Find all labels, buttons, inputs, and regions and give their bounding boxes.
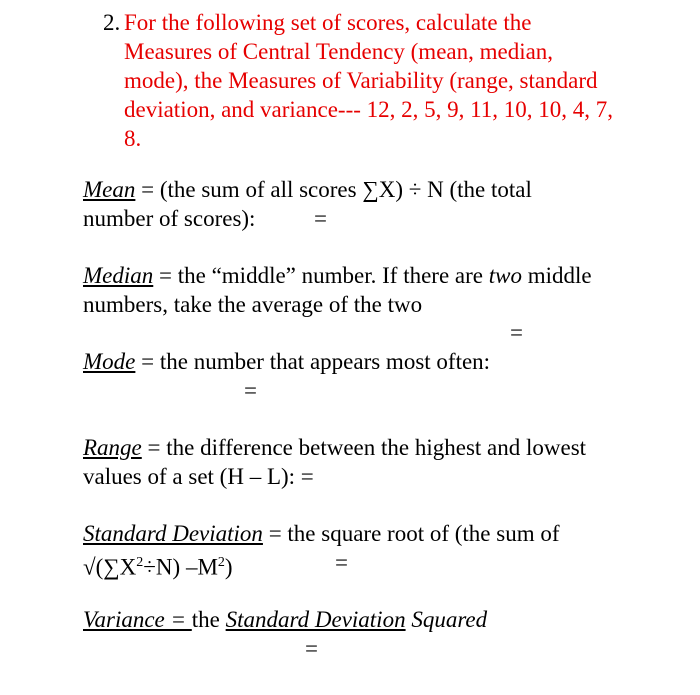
formula-part-a: √(∑X [83, 554, 137, 580]
range-term: Range [83, 435, 142, 460]
problem-statement [103, 8, 623, 153]
std-dev-term: Standard Deviation [83, 521, 263, 546]
median-two: two [488, 263, 522, 288]
mean-equals: = [314, 206, 327, 231]
mode-line1: = the number that appears most often: [135, 349, 491, 374]
formula-part-c: ) [224, 554, 233, 580]
range-line1: = the difference between the highest and lowest [141, 435, 587, 460]
formula-exp-1: 2 [136, 555, 144, 570]
mean-definition [83, 175, 532, 204]
range-line2: values of a set (H – L): = [83, 464, 314, 489]
variance-definition [83, 605, 487, 634]
variance-term: Variance = [83, 607, 192, 632]
std-dev-equals: = [335, 550, 348, 575]
problem-text: For the following set of scores, calculate the Measures of Central Tendency (mean, median, mode), the Measures of Variability (range, standard deviation, and variance--- 12, 2, 5, 9, 11, 10, 10, 4, 7, 8. [124, 10, 614, 151]
mean-line1: = (the sum of all scores ∑X) ÷ N (the total [135, 177, 532, 202]
mean-line2: number of scores): [83, 206, 256, 231]
mean-term: Mean [83, 177, 136, 202]
problem-number: 2. [103, 10, 121, 35]
std-dev-line1: = the square root of (the sum of [262, 521, 560, 546]
mode-term: Mode [83, 349, 136, 374]
median-line2: numbers, take the average of the two [83, 292, 423, 317]
median-line1b: middle [521, 263, 592, 288]
std-dev-formula [83, 548, 233, 582]
formula-part-b: ÷N) –M [143, 554, 218, 580]
variance-equals: = [305, 636, 318, 661]
median-equals: = [510, 320, 523, 345]
median-line1a: = the “middle” number. If there are [153, 263, 489, 288]
median-definition [83, 261, 592, 290]
range-definition [83, 433, 586, 462]
formula-exp-2: 2 [217, 555, 225, 570]
variance-term2: Standard Deviation [225, 607, 406, 632]
median-term: Median [83, 263, 154, 288]
variance-mid: the [191, 607, 226, 632]
mode-equals: = [244, 378, 257, 403]
mode-definition [83, 347, 490, 376]
variance-end: Squared [405, 607, 488, 632]
std-dev-definition [83, 519, 560, 548]
